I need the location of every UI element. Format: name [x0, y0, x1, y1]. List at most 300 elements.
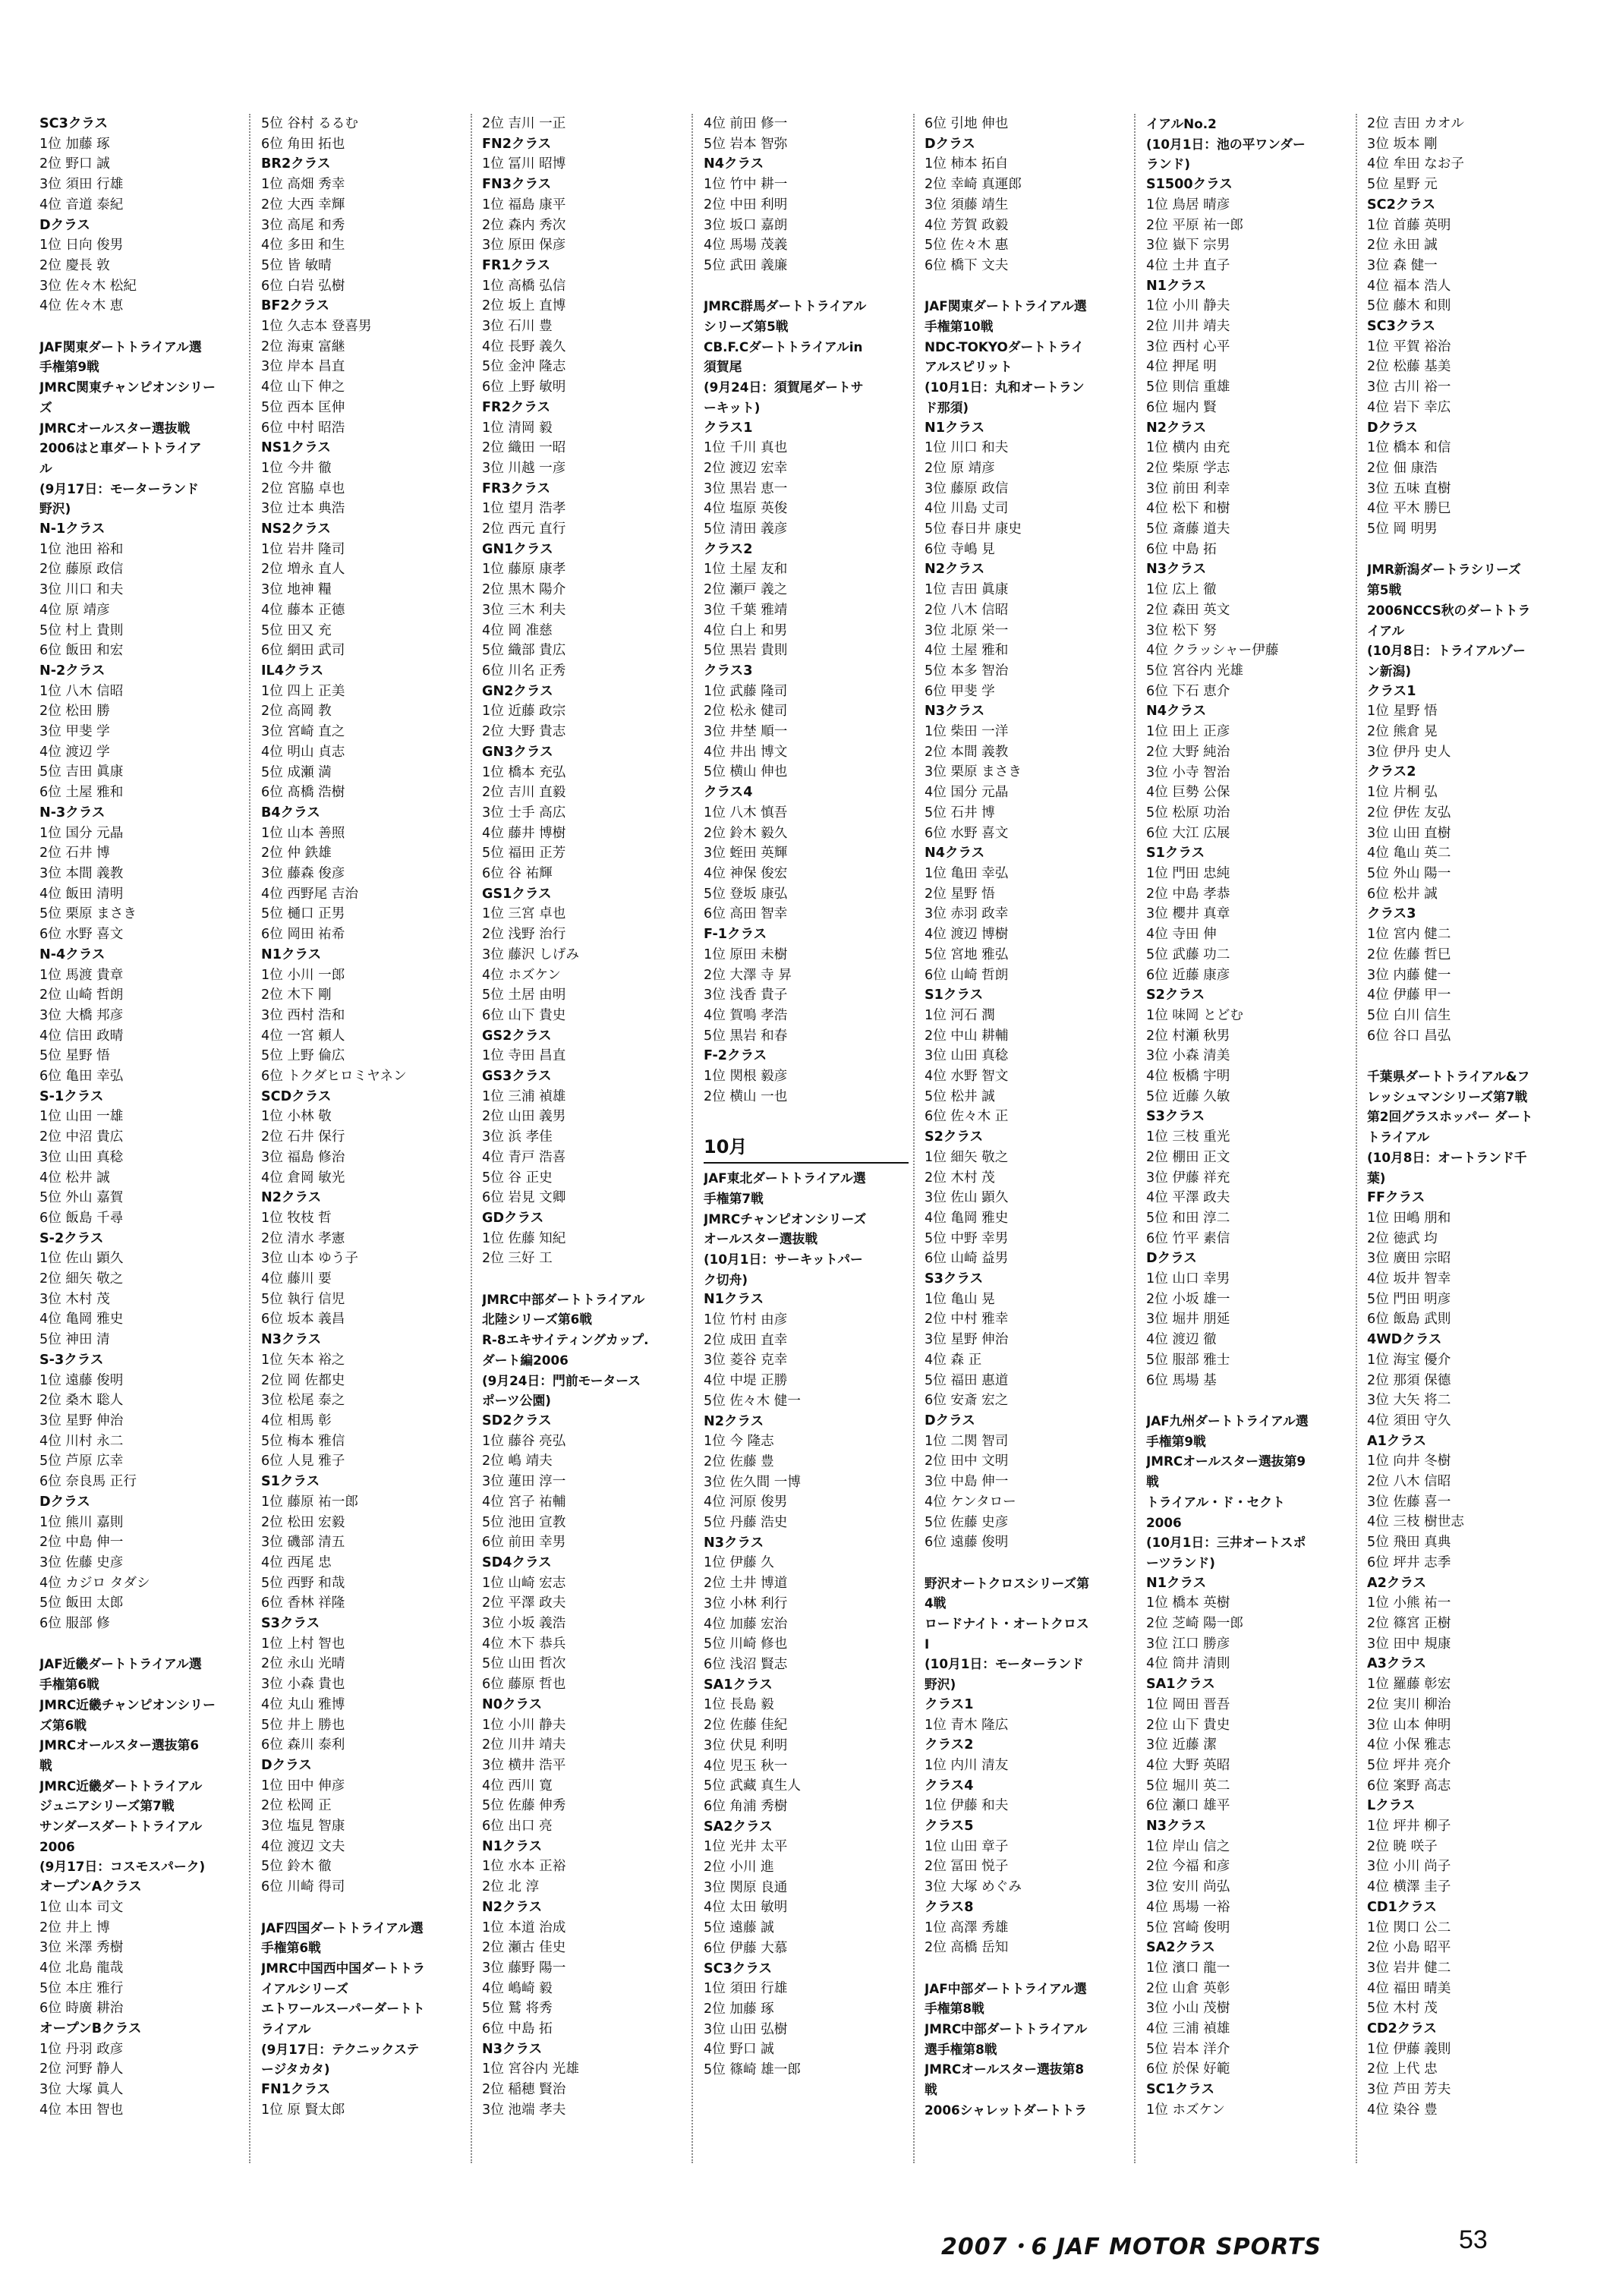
result-entry: 3位 山田 弘樹 — [704, 2021, 788, 2037]
result-entry: 2位 田中 文明 — [925, 1454, 1009, 1469]
result-entry: 3位 五味 直樹 — [1367, 480, 1451, 496]
result-entry: 5位 外山 陽一 — [1367, 866, 1451, 881]
result-entry: 4位 一宮 頼人 — [261, 1028, 345, 1044]
result-entry: 3位 栗原 まさき — [925, 764, 1022, 780]
class-heading: N4クラス — [704, 156, 764, 172]
magazine-footer: 2007・6 JAF MOTOR SPORTS — [941, 2234, 1321, 2260]
result-entry: 1位 小川 静夫 — [1146, 298, 1230, 314]
result-entry: 1位 原田 未樹 — [704, 946, 788, 962]
result-entry: 5位 星野 悟 — [39, 1048, 110, 1064]
event-heading: シリーズ第5戦 — [704, 319, 789, 335]
event-heading: 戦 — [925, 2082, 937, 2098]
result-entry: 2位 加藤 琢 — [704, 2001, 774, 2017]
result-entry: 1位 三宮 卓也 — [482, 906, 566, 922]
result-entry: 1位 星野 悟 — [1367, 704, 1438, 720]
result-entry: 5位 成瀬 満 — [261, 764, 332, 780]
result-entry: 2位 吉田 カオル — [1367, 116, 1464, 131]
result-entry: 6位 馬場 基 — [1146, 1372, 1217, 1388]
result-entry: 3位 小寺 智治 — [1146, 764, 1230, 780]
result-entry: 1位 上村 智也 — [261, 1636, 345, 1652]
result-entry: 5位 織部 貴広 — [482, 643, 566, 659]
result-entry: 5位 執行 信児 — [261, 1291, 345, 1307]
class-heading: IL4クラス — [261, 663, 324, 679]
result-entry: 1位 首藤 英明 — [1367, 217, 1451, 233]
result-entry: 1位 土屋 友和 — [704, 562, 788, 578]
class-heading: A3クラス — [1367, 1656, 1427, 1672]
result-entry: 2位 細矢 敬之 — [39, 1271, 124, 1287]
result-entry: 4位 野口 誠 — [704, 2042, 774, 2058]
result-entry: 2位 中島 伸一 — [39, 1535, 124, 1551]
result-entry: 1位 伊藤 義則 — [1367, 2041, 1451, 2057]
month-heading: 10月 — [704, 1132, 909, 1164]
event-heading: JMRCオールスター選抜第8 — [925, 2061, 1085, 2077]
result-entry: 5位 西野 和哉 — [261, 1575, 345, 1591]
result-entry: 5位 黒岩 貴則 — [704, 643, 788, 659]
result-entry: 3位 古川 裕一 — [1367, 380, 1451, 395]
result-entry: 1位 濱口 龍一 — [1146, 1960, 1230, 1976]
page-number: 53 — [1459, 2225, 1488, 2254]
result-entry: 4位 岩下 幸広 — [1367, 399, 1451, 415]
result-entry: 2位 柴原 学志 — [1146, 460, 1230, 476]
class-heading: F-1クラス — [704, 927, 767, 943]
result-entry: 4位 馬場 一裕 — [1146, 1899, 1230, 1915]
result-entry: 1位 広上 徹 — [1146, 582, 1217, 598]
result-entry: 5位 鷲 将秀 — [482, 2001, 553, 2017]
result-entry: 5位 登坂 康弘 — [704, 886, 788, 902]
event-heading: (10月8日：オートランド千 — [1367, 1149, 1527, 1165]
result-entry: 3位 地神 糧 — [261, 582, 332, 598]
event-heading: ジュニアシリーズ第7戦 — [39, 1798, 175, 1814]
class-heading: S1クラス — [925, 987, 984, 1003]
result-entry: 1位 片桐 弘 — [1367, 785, 1438, 801]
class-heading: N1クラス — [704, 1292, 764, 1308]
result-entry: 3位 芦田 芳夫 — [1367, 2082, 1451, 2098]
result-entry: 6位 佐々木 正 — [925, 1109, 1009, 1125]
result-entry: 1位 藤原 祐一郎 — [261, 1494, 358, 1510]
result-entry: 2位 平澤 政夫 — [482, 1595, 566, 1611]
result-entry: 1位 宮谷内 光雄 — [482, 2061, 579, 2077]
result-entry: 4位 青戸 浩喜 — [482, 1149, 566, 1165]
event-heading: JAF九州ダートトライアル選 — [1146, 1413, 1309, 1428]
result-entry: 3位 佐藤 史彦 — [39, 1554, 124, 1570]
result-entry: 4位 西野尾 吉治 — [261, 886, 358, 902]
class-heading: S1500クラス — [1146, 177, 1233, 193]
result-entry: 4位 宮子 祐輔 — [482, 1494, 566, 1510]
class-heading: クラス2 — [1367, 764, 1416, 780]
result-entry: 4位 佐々木 恵 — [39, 298, 124, 314]
result-entry: 1位 竹村 由彦 — [704, 1312, 788, 1328]
result-entry: 5位 中野 幸男 — [925, 1230, 1009, 1246]
class-heading: N2クラス — [261, 1190, 322, 1206]
result-entry: 4位 馬場 茂義 — [704, 238, 788, 254]
result-entry: 4位 横澤 圭子 — [1367, 1879, 1451, 1895]
result-entry: 2位 成田 直幸 — [704, 1332, 788, 1348]
column-divider — [691, 114, 693, 2163]
result-entry: 2位 北 淳 — [482, 1879, 540, 1895]
result-entry: 4位 カジロ タダシ — [39, 1575, 150, 1591]
column-divider — [1356, 114, 1357, 2163]
result-entry: 3位 山田 真稔 — [39, 1149, 124, 1165]
event-heading: イアルNo.2 — [1146, 116, 1217, 131]
result-entry: 5位 井上 勝也 — [261, 1717, 345, 1733]
result-entry: 3位 小林 利行 — [704, 1595, 788, 1611]
result-entry: 3位 小山 茂樹 — [1146, 2001, 1230, 2017]
class-heading: SC2クラス — [1367, 197, 1436, 213]
result-entry: 2位 本間 義教 — [925, 744, 1009, 760]
class-heading: N-4クラス — [39, 946, 106, 962]
spacer — [704, 276, 915, 297]
result-entry: 2位 岡 佐都史 — [261, 1372, 345, 1388]
result-entry: 4位 国分 元晶 — [925, 785, 1009, 801]
result-entry: 3位 岩井 健二 — [1367, 1960, 1451, 1976]
event-heading: エトワールスーパーダートト — [261, 2001, 425, 2017]
result-entry: 5位 岡 明男 — [1367, 521, 1438, 537]
result-entry: 2位 松永 健司 — [704, 704, 788, 720]
result-entry: 3位 浜 孝佳 — [482, 1129, 553, 1145]
result-entry: 3位 西村 心平 — [1146, 339, 1230, 354]
result-entry: 2位 中村 雅幸 — [925, 1312, 1009, 1328]
result-entry: 2位 中沼 貴広 — [39, 1129, 124, 1145]
result-entry: 2位 那須 保德 — [1367, 1372, 1451, 1388]
event-heading: I — [925, 1636, 930, 1652]
spacer — [1367, 1046, 1578, 1066]
event-heading: ル — [39, 460, 52, 476]
result-entry: 4位 川村 永二 — [39, 1433, 124, 1449]
result-entry: 1位 寺田 昌直 — [482, 1048, 566, 1064]
result-entry: 2位 瀬古 佳史 — [482, 1940, 566, 1956]
result-entry: 5位 山田 哲次 — [482, 1656, 566, 1672]
event-heading: ズ第6戦 — [39, 1717, 87, 1733]
result-entry: 4位 板橋 宇明 — [1146, 1069, 1230, 1085]
result-entry: 6位 於保 好範 — [1146, 2061, 1230, 2077]
result-entry: 6位 角浦 秀樹 — [704, 1798, 788, 1814]
result-entry: 1位 福島 康平 — [482, 197, 566, 213]
class-heading: N3クラス — [482, 2041, 543, 2057]
result-entry: 5位 佐藤 伸秀 — [482, 1798, 566, 1814]
result-entry: 3位 櫻井 真章 — [1146, 906, 1230, 922]
class-heading: N0クラス — [482, 1696, 543, 1712]
result-entry: 1位 八木 慎吾 — [704, 805, 788, 820]
result-entry: 5位 田又 充 — [261, 622, 332, 638]
class-heading: FR3クラス — [482, 480, 551, 496]
class-heading: クラス8 — [925, 1899, 974, 1915]
result-entry: 3位 安川 尚弘 — [1146, 1879, 1230, 1895]
event-heading: ーキット) — [704, 399, 761, 415]
result-entry: 6位 飯田 和宏 — [39, 643, 124, 659]
result-entry: 1位 細矢 敬之 — [925, 1149, 1009, 1165]
result-entry: 2位 徳武 均 — [1367, 1230, 1438, 1246]
result-entry: 2位 吉川 一正 — [482, 116, 566, 131]
event-heading: JAF近畿ダートトライアル選 — [39, 1656, 202, 1672]
result-entry: 6位 谷 祐輝 — [482, 866, 553, 882]
result-entry: 5位 樋口 正男 — [261, 906, 345, 922]
result-entry: 3位 川口 和夫 — [39, 582, 124, 598]
result-entry: 3位 佐山 顕久 — [925, 1190, 1009, 1206]
class-heading: SCDクラス — [261, 1088, 332, 1104]
event-heading: 手権第6戦 — [261, 1940, 321, 1956]
result-entry: 1位 冨川 昭博 — [482, 156, 566, 172]
class-heading: N1クラス — [482, 1838, 543, 1854]
result-entry: 5位 宮地 雅弘 — [925, 946, 1009, 962]
result-entry: 3位 福島 修治 — [261, 1149, 345, 1165]
result-entry: 5位 本多 智治 — [925, 663, 1009, 679]
result-entry: 4位 河原 俊男 — [704, 1494, 788, 1510]
result-entry: 3位 西村 浩和 — [261, 1007, 345, 1023]
result-entry: 4位 太田 敏明 — [704, 1900, 788, 1916]
event-heading: JMRC近畿チャンピオンシリー — [39, 1696, 216, 1712]
result-entry: 4位 大野 英昭 — [1146, 1757, 1230, 1773]
result-entry: 1位 三枝 重光 — [1146, 1129, 1230, 1145]
class-heading: SA1クラス — [1146, 1677, 1215, 1693]
result-entry: 1位 清岡 毅 — [482, 420, 553, 436]
result-entry: 1位 亀田 幸弘 — [925, 866, 1009, 881]
event-heading: ダート編2006 — [482, 1352, 569, 1368]
result-entry: 1位 熊川 嘉則 — [39, 1514, 124, 1530]
spacer — [482, 1269, 693, 1290]
event-heading: 手権第7戦 — [704, 1190, 764, 1206]
event-heading: (10月1日：サーキットパー — [704, 1251, 863, 1267]
result-entry: 5位 篠崎 雄一郎 — [704, 2062, 801, 2078]
event-heading: JAF四国ダートトライアル選 — [261, 1920, 424, 1935]
result-entry: 1位 高澤 秀雄 — [925, 1920, 1009, 1935]
event-heading: 手権第10戦 — [925, 319, 994, 335]
result-entry: 4位 木下 恭兵 — [482, 1636, 566, 1652]
class-heading: S2クラス — [1146, 987, 1205, 1003]
result-column — [1146, 114, 1357, 2163]
result-entry: 4位 渡辺 文夫 — [261, 1838, 345, 1854]
event-heading: (9月17日：テクニックステ — [261, 2041, 420, 2057]
class-heading: S-1クラス — [39, 1088, 104, 1104]
result-entry: 4位 渡辺 博樹 — [925, 927, 1009, 943]
result-entry: 4位 土井 直子 — [1146, 257, 1230, 273]
result-entry: 2位 星野 悟 — [925, 886, 995, 902]
result-entry: 1位 向井 冬樹 — [1367, 1454, 1451, 1469]
result-entry: 1位 千川 真也 — [704, 440, 788, 456]
result-entry: 3位 関原 良通 — [704, 1879, 788, 1895]
result-entry: 1位 長島 毅 — [704, 1697, 774, 1713]
result-entry: 3位 山田 真稔 — [925, 1048, 1009, 1064]
result-entry: 2位 高橋 岳知 — [925, 1940, 1009, 1956]
class-heading: N1クラス — [925, 420, 985, 436]
result-entry: 4位 中堤 正勝 — [704, 1373, 788, 1389]
result-entry: 4位 井出 博文 — [704, 744, 788, 760]
result-entry: 1位 須田 行雄 — [704, 1981, 788, 1997]
event-heading: オールスター選抜戦 — [704, 1231, 818, 1247]
result-entry: 2位 瀬戸 義之 — [704, 582, 788, 598]
result-entry: 1位 牧枝 哲 — [261, 1210, 332, 1226]
result-entry: 6位 安斎 宏之 — [925, 1393, 1009, 1409]
result-entry: 1位 田上 正彦 — [1146, 724, 1230, 740]
result-entry: 3位 山本 伸明 — [1367, 1717, 1451, 1733]
result-entry: 4位 渡辺 学 — [39, 744, 110, 760]
result-entry: 5位 栗原 まさき — [39, 906, 137, 922]
result-entry: 2位 海東 富継 — [261, 339, 345, 354]
result-entry: 6位 髙橋 浩樹 — [261, 785, 345, 801]
result-entry: 1位 青木 隆広 — [925, 1717, 1009, 1733]
result-entry: 3位 黒岩 恵一 — [704, 480, 788, 496]
event-heading: JMRC中部ダートトライアル — [482, 1291, 645, 1307]
result-entry: 3位 川越 一彦 — [482, 460, 566, 476]
result-entry: 2位 横山 一也 — [704, 1088, 788, 1104]
result-entry: 1位 河石 潤 — [925, 1007, 995, 1023]
result-entry: 2位 篠宮 正樹 — [1367, 1616, 1451, 1631]
class-heading: SC3クラス — [704, 1961, 773, 1976]
event-heading: ロードナイト・オートクロス — [925, 1616, 1089, 1631]
result-entry: 6位 浅沼 賢志 — [704, 1657, 788, 1672]
event-heading: 手権第9戦 — [39, 359, 99, 375]
result-entry: 5位 村上 貴則 — [39, 622, 124, 638]
class-heading: GS1クラス — [482, 886, 552, 902]
result-entry: 2位 高岡 教 — [261, 704, 332, 720]
result-entry: 3位 小森 清美 — [1146, 1048, 1230, 1064]
result-entry: 1位 近藤 政宗 — [482, 704, 566, 720]
event-heading: ージタカタ) — [261, 2061, 330, 2077]
result-entry: 5位 池田 宣教 — [482, 1514, 566, 1530]
result-entry: 6位 谷口 昌弘 — [1367, 1028, 1451, 1044]
result-entry: 2位 西元 直行 — [482, 521, 566, 537]
result-entry: 6位 藤原 哲也 — [482, 1677, 566, 1693]
result-entry: 3位 高尾 和秀 — [261, 217, 345, 233]
result-entry: 2位 佐藤 豊 — [704, 1454, 774, 1469]
result-entry: 2位 山田 義男 — [482, 1109, 566, 1125]
result-entry: 1位 二関 智司 — [925, 1433, 1009, 1449]
result-entry: 5位 福田 惠道 — [925, 1372, 1009, 1388]
event-heading: JMRCチャンピオンシリーズ — [704, 1211, 867, 1227]
result-entry: 2位 松田 宏毅 — [261, 1514, 345, 1530]
result-entry: 1位 山崎 宏志 — [482, 1575, 566, 1591]
event-heading: イアルシリーズ — [261, 1980, 349, 1996]
result-entry: 5位 梅本 雅信 — [261, 1433, 345, 1449]
event-heading: 須賀尾 — [704, 359, 742, 375]
result-entry: 5位 服部 雅士 — [1146, 1352, 1230, 1368]
result-entry: 1位 日向 俊男 — [39, 238, 124, 254]
result-entry: 4位 平木 勝巳 — [1367, 501, 1451, 517]
result-entry: 2位 井上 博 — [39, 1920, 110, 1935]
class-heading: FN3クラス — [482, 177, 552, 193]
result-entry: 5位 藤木 和則 — [1367, 298, 1451, 314]
event-heading: (10月1日：池の平ワンダー — [1146, 136, 1306, 152]
event-heading: 葉) — [1367, 1170, 1386, 1186]
class-heading: S3クラス — [925, 1271, 984, 1287]
result-entry: 5位 谷村 るるむ — [261, 116, 358, 131]
result-entry: 1位 羅藤 彰宏 — [1367, 1677, 1451, 1693]
result-entry: 2位 黒木 陽介 — [482, 582, 566, 598]
result-entry: 3位 松尾 泰之 — [261, 1393, 345, 1409]
result-entry: 3位 米澤 秀樹 — [39, 1940, 124, 1956]
event-heading: 2006NCCS秋のダートトラ — [1367, 602, 1531, 618]
class-heading: SD2クラス — [482, 1413, 552, 1428]
event-heading: 千葉県ダートトライアル&フ — [1367, 1069, 1530, 1085]
result-column — [704, 114, 915, 2163]
result-entry: 3位 千葉 雅靖 — [704, 602, 788, 618]
result-entry: 3位 井埜 順一 — [704, 724, 788, 740]
result-entry: 3位 浅香 貴子 — [704, 987, 788, 1003]
result-entry: 4位 水野 智文 — [925, 1069, 1009, 1085]
result-entry: 4位 藤本 正德 — [261, 602, 345, 618]
result-entry: 4位 松井 誠 — [39, 1170, 110, 1186]
result-entry: 4位 筒井 清則 — [1146, 1656, 1230, 1672]
result-entry: 6位 引地 伸也 — [925, 116, 1009, 131]
event-heading: 手権第8戦 — [925, 2001, 984, 2017]
result-entry: 2位 今福 和彦 — [1146, 1859, 1230, 1875]
class-heading: N-3クラス — [39, 805, 106, 820]
result-entry: 3位 原田 保彦 — [482, 238, 566, 254]
result-entry: 6位 前田 幸男 — [482, 1535, 566, 1551]
event-heading: (10月1日：モーターランド — [925, 1656, 1084, 1672]
result-entry: 3位 山田 直樹 — [1367, 825, 1451, 841]
result-entry: 2位 木村 茂 — [925, 1170, 995, 1186]
result-entry: 3位 星野 伸治 — [925, 1332, 1009, 1348]
class-heading: N1クラス — [1146, 278, 1207, 294]
class-heading: Dクラス — [925, 1413, 975, 1428]
event-heading: (9月24日：須賀尾ダートサ — [704, 380, 864, 395]
result-entry: 1位 関根 毅彦 — [704, 1069, 788, 1085]
event-heading: JMRC群馬ダートトライアル — [704, 298, 867, 314]
result-entry: 4位 染谷 豊 — [1367, 2102, 1438, 2118]
result-entry: 4位 飯田 清明 — [39, 886, 124, 902]
result-entry: 4位 相馬 彰 — [261, 1413, 332, 1428]
result-entry: 2位 石井 保行 — [261, 1129, 345, 1145]
result-entry: 6位 川崎 得司 — [261, 1879, 345, 1895]
result-entry: 4位 倉岡 敏光 — [261, 1170, 345, 1186]
result-entry: 5位 外山 嘉賀 — [39, 1190, 124, 1206]
class-heading: N2クラス — [704, 1413, 764, 1429]
class-heading: S1クラス — [1146, 846, 1205, 861]
result-entry: 5位 丹藤 浩史 — [704, 1515, 788, 1531]
result-entry: 3位 大塚 眞人 — [39, 2082, 124, 2098]
result-entry: 1位 水本 正裕 — [482, 1859, 566, 1875]
result-entry: 6位 山下 貴史 — [482, 1007, 566, 1023]
event-heading: (10月8日：トライアルゾー — [1367, 643, 1526, 659]
event-heading: 手権第6戦 — [39, 1677, 99, 1693]
result-entry: 2位 伊佐 友弘 — [1367, 805, 1451, 820]
result-entry: 1位 横内 由充 — [1146, 440, 1230, 456]
result-entry: 5位 清田 義彦 — [704, 521, 788, 537]
result-entry: 2位 三好 工 — [482, 1251, 553, 1267]
event-heading: JMRC近畿ダートトライアル — [39, 1778, 203, 1794]
result-entry: 1位 久志本 登喜男 — [261, 319, 372, 335]
result-entry: 1位 高橋 弘信 — [482, 278, 566, 294]
result-entry: 5位 則信 重雄 — [1146, 380, 1230, 395]
result-entry: 6位 橋下 文夫 — [925, 257, 1009, 273]
result-entry: 4位 塩原 英俊 — [704, 501, 788, 517]
event-heading: トライアル・ド・セクト — [1146, 1494, 1285, 1510]
result-entry: 3位 石川 豊 — [482, 319, 553, 335]
result-entry: 1位 内川 清友 — [925, 1757, 1009, 1773]
result-entry: 2位 平原 祐一郎 — [1146, 217, 1243, 233]
result-entry: 1位 山本 善照 — [261, 825, 345, 841]
result-entry: 6位 瀬口 雄平 — [1146, 1798, 1230, 1814]
event-heading: (10月1日：三井オートスポ — [1146, 1535, 1306, 1551]
result-entry: 2位 慶長 敦 — [39, 257, 110, 273]
result-entry: 6位 竹平 素信 — [1146, 1230, 1230, 1246]
result-entry: 2位 中島 孝恭 — [1146, 886, 1230, 902]
event-heading: NDC-TOKYOダートトライ — [925, 339, 1084, 354]
class-heading: オープンBクラス — [39, 2021, 142, 2037]
result-entry: 4位 亀岡 雅史 — [925, 1210, 1009, 1226]
event-heading: レッシュマンシリーズ第7戦 — [1367, 1088, 1528, 1104]
result-entry: 2位 大西 幸輝 — [261, 197, 345, 213]
result-entry: 4位 亀岡 雅史 — [39, 1312, 124, 1328]
column-divider — [471, 114, 472, 2163]
result-entry: 2位 山崎 哲朗 — [39, 987, 124, 1003]
result-entry: 5位 佐々木 惠 — [925, 238, 1009, 254]
result-entry: 4位 藤井 博樹 — [482, 825, 566, 841]
result-entry: 2位 暁 咲子 — [1367, 1838, 1438, 1854]
class-heading: GN2クラス — [482, 683, 553, 699]
event-heading: 戦 — [39, 1757, 52, 1773]
result-entry: 1位 伊藤 和夫 — [925, 1798, 1009, 1814]
